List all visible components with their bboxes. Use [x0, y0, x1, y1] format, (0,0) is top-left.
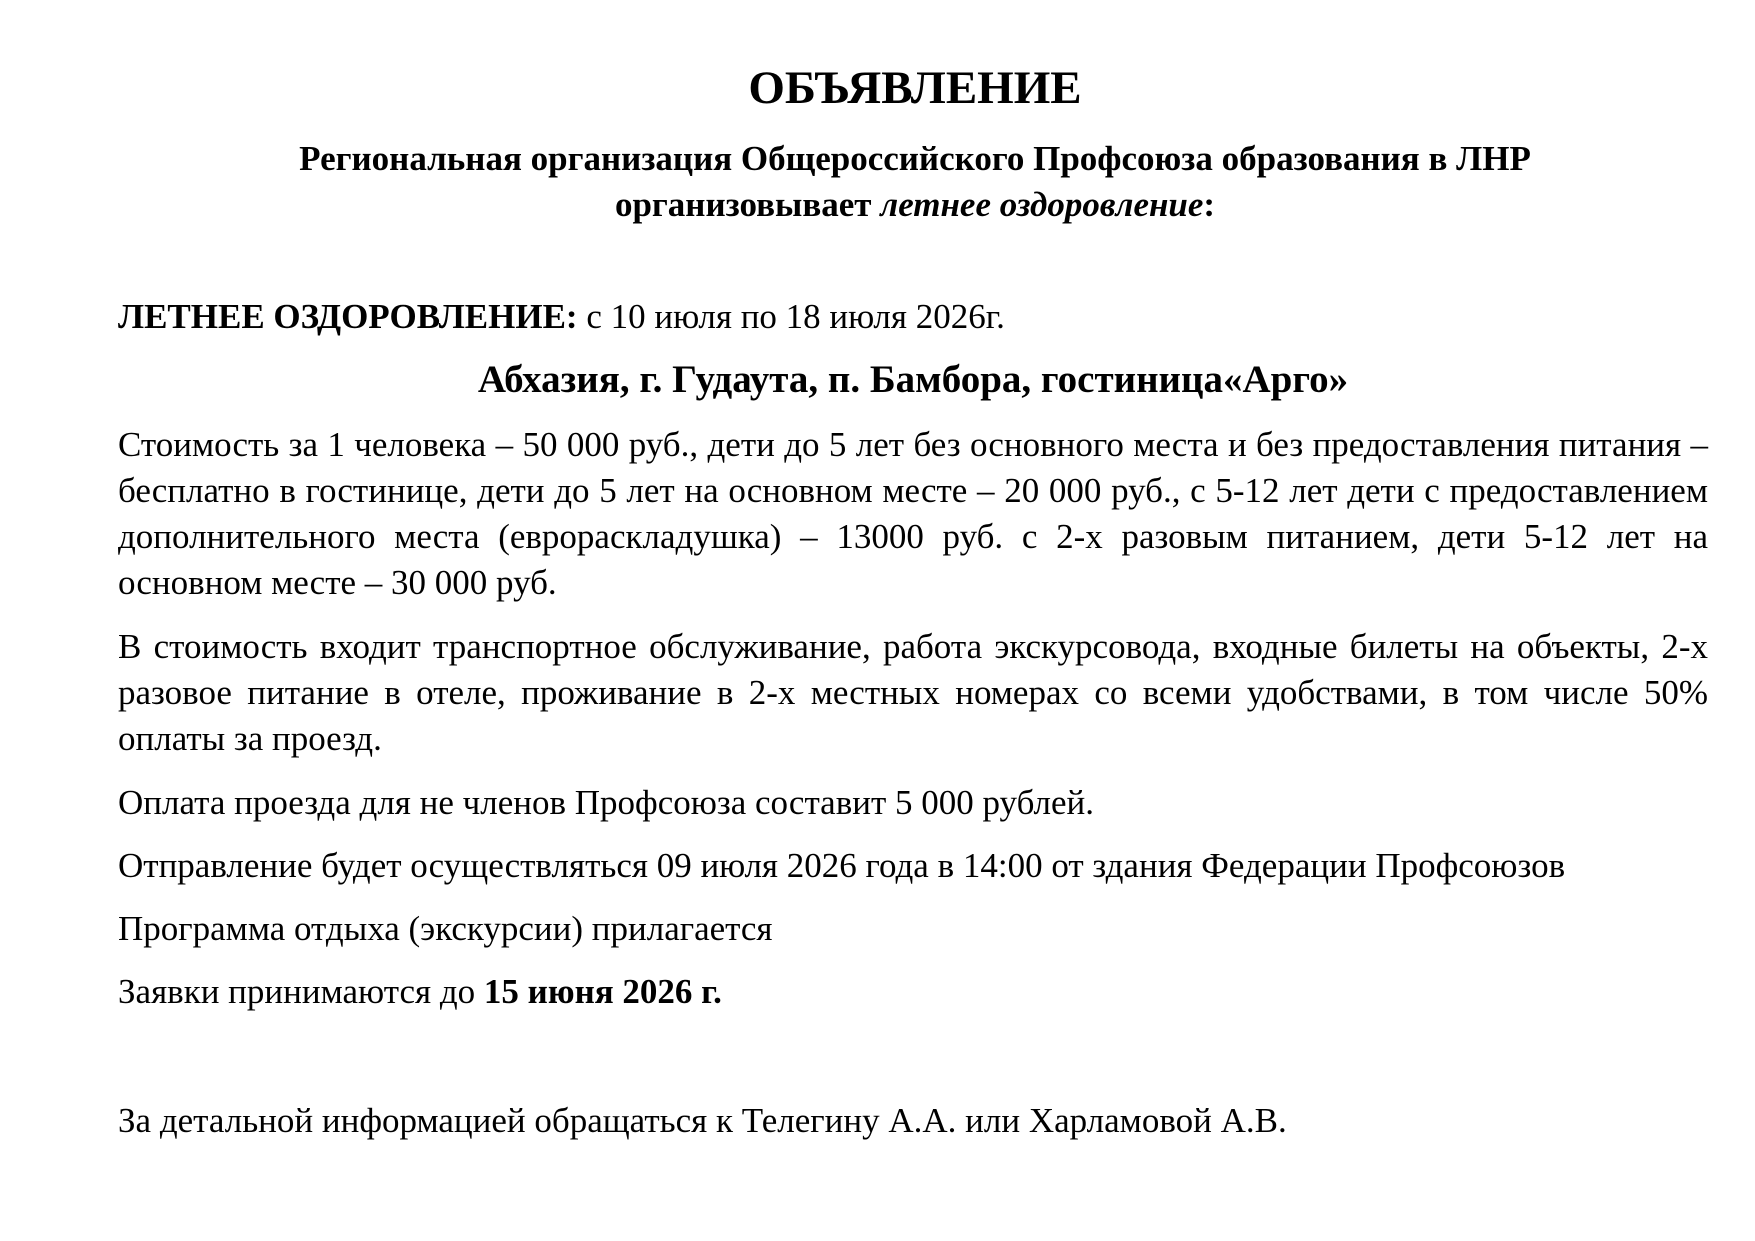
- organization-subtitle: [0, 136, 1755, 228]
- included-paragraph: В стоимость входит транспортное обслуживание, работа экскурсовода, входные билеты на объекты, 2-х разовое питание в отеле, проживание в 2-х местных номерах со всеми удобствами, в том числе 50% оплаты за проезд.: [118, 627, 1708, 758]
- departure-line: Отправление будет осуществляться 09 июля 2026 года в 14:00 от здания Федерации Профсоюзов: [118, 846, 1566, 885]
- subtitle-italic-phrase: летнее оздоровление: [880, 185, 1204, 224]
- subtitle-line-2: [0, 182, 1755, 228]
- subtitle-line-1: Региональная организация Общероссийского Профсоюза образования в ЛНР: [299, 139, 1531, 178]
- applications-prefix: Заявки принимаются до: [118, 972, 484, 1011]
- summer-label: ЛЕТНЕЕ ОЗДОРОВЛЕНИЕ:: [118, 297, 578, 336]
- applications-line: [118, 969, 1708, 1015]
- contact-line: За детальной информацией обращаться к Телегину А.А. или Харламовой А.В.: [118, 1101, 1287, 1140]
- applications-deadline: 15 июня 2026 г.: [483, 972, 722, 1011]
- program-line: Программа отдыха (экскурсии) прилагается: [118, 909, 773, 948]
- location-heading: Абхазия, г. Гудаута, п. Бамбора, гостиница«Арго»: [477, 358, 1349, 401]
- summer-dates: с 10 июля по 18 июля 2026г.: [577, 297, 1005, 336]
- travel-payment-line: Оплата проезда для не членов Профсоюза составит 5 000 рублей.: [118, 783, 1095, 822]
- subtitle-line-2-prefix: организовывает: [614, 185, 881, 224]
- page-title: ОБЪЯВЛЕНИЕ: [748, 62, 1082, 114]
- cost-paragraph: Стоимость за 1 человека – 50 000 руб., дети до 5 лет без основного места и без предоставления питания – бесплатно в гостинице, дети до 5 лет на основном месте – 20 000 руб., с 5-12 лет дети с предоставлением дополнительного места (еврораскладушка) – 13000 руб. с 2-х разовым питанием, дети 5-12 лет на основном месте – 30 000 руб.: [118, 425, 1708, 602]
- subtitle-line-2-suffix: :: [1203, 185, 1216, 224]
- summer-dates-line: [118, 294, 1708, 340]
